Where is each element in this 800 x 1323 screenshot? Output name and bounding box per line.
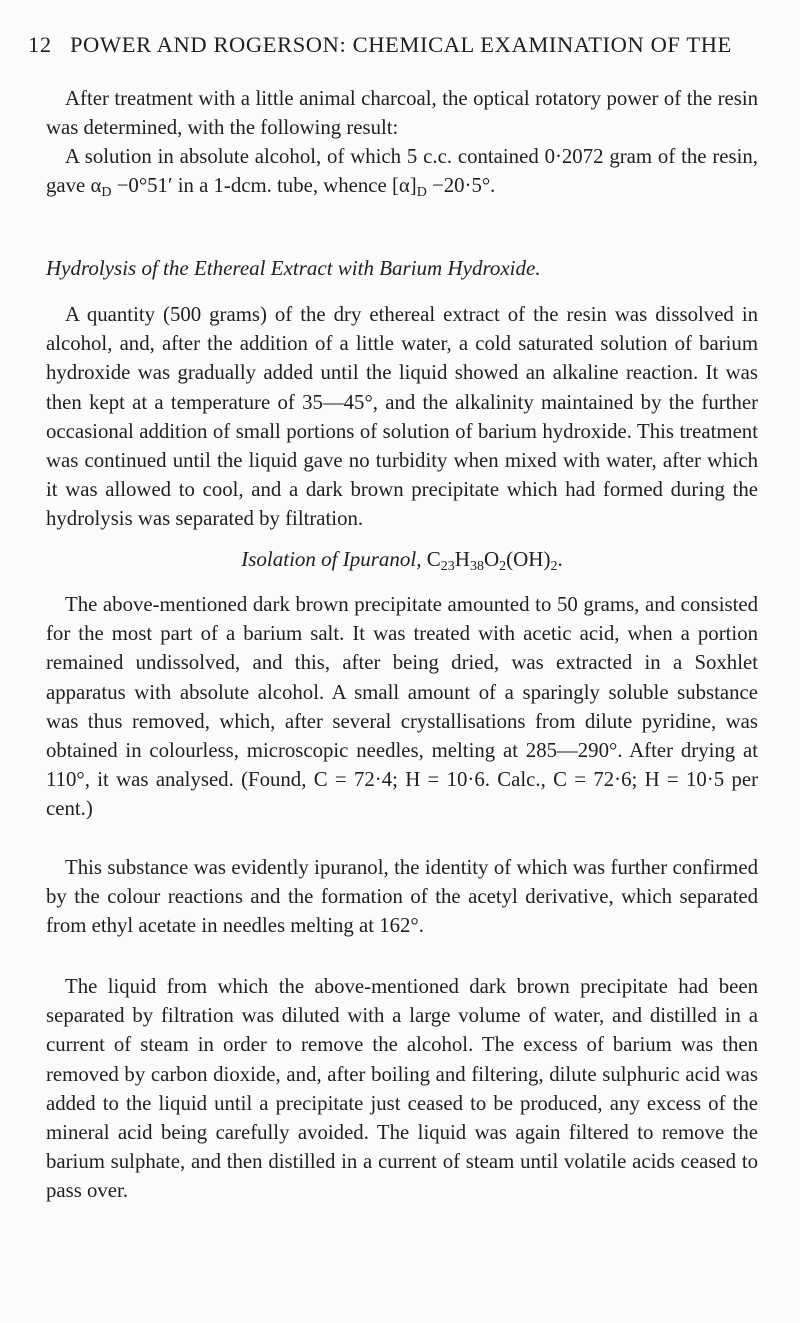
alpha-symbol: α (90, 174, 102, 198)
paragraph-ipuranol-identity: This substance was evidently ipuranol, the identity of which was further confirmed by the colour reactions and the formation of the acetyl derivative, which separated from ethyl acetate in needles melting at 162°. (46, 856, 758, 938)
section-heading-hydrolysis: Hydrolysis of the Ethereal Extract with Barium Hydroxide. (46, 256, 541, 280)
running-header (28, 32, 778, 58)
specific-rotation-value: −20·5°. (426, 174, 496, 198)
section-heading-isolation (46, 547, 758, 575)
solution-text: A solution in absolute alcohol, of which 5 c.c. contained 0·2072 gram of the resin, gave (46, 145, 758, 198)
paragraph-rotatory-power: After treatment with a little animal charcoal, the optical rotatory power of the resin was determined, with the following result: (46, 87, 758, 140)
paragraph-solution (46, 142, 758, 207)
ipuranol-formula: $C_{23}H_{38}O_2(OH)_2$. (426, 547, 563, 574)
isolation-title: Isolation of Ipuranol, (241, 547, 422, 571)
paragraph-isolation: The above-mentioned dark brown precipitate amounted to 50 grams, and consisted for the most part of a barium salt. It was treated with acetic acid, when a portion remained undissolved, and this, after being dried, was extracted in a Soxhlet apparatus with absolute alcohol. A small amount of a sparingly soluble substance was thus removed, which, after several crystallisations from dilute pyridine, was obtained in colourless, microscopic needles, melting at 285—290°. After drying at 110°, it was analysed. (Found, C = 72·4; H = 10·6. Calc., C = 72·6; H = 10·5 per cent.) (46, 593, 758, 821)
alpha-subscript: D (101, 185, 112, 201)
paragraph-hydrolysis: A quantity (500 grams) of the dry ethereal extract of the resin was dissolved in alcohol, and, after the addition of a little water, a cold saturated solution of barium hydroxide was gradually added until the liquid showed an alkaline reaction. It was then kept at a temperature of 35—45°, and the alkalinity maintained by the further occasional addition of small portions of solution of barium hydroxide. This treatment was continued until the liquid gave no turbidity when mixed with water, after which it was allowed to cool, and a dark brown precipitate which had formed during the hydrolysis was separated by filtration. (46, 303, 758, 531)
specific-rotation-subscript: D (416, 185, 427, 201)
page-number: 12 (28, 32, 52, 57)
specific-rotation-symbol: [α] (391, 174, 417, 198)
running-title: POWER AND ROGERSON: CHEMICAL EXAMINATION OF THE (69, 32, 732, 57)
paragraph-filtrate: The liquid from which the above-mentioned dark brown precipitate had been separated by filtration was diluted with a large volume of water, and distilled in a current of steam in order to remove the alcohol. The excess of barium was then removed by carbon dioxide, and, after boiling and filtering, dilute sulphuric acid was added to the liquid until a precipitate just ceased to be produced, any excess of the mineral acid being carefully avoided. The liquid was again filtered to remove the barium sulphate, and then distilled in a current of steam until volatile acids ceased to pass over. (46, 975, 758, 1203)
rotation-reading: −0°51′ in a 1-dcm. tube, whence (111, 174, 387, 198)
